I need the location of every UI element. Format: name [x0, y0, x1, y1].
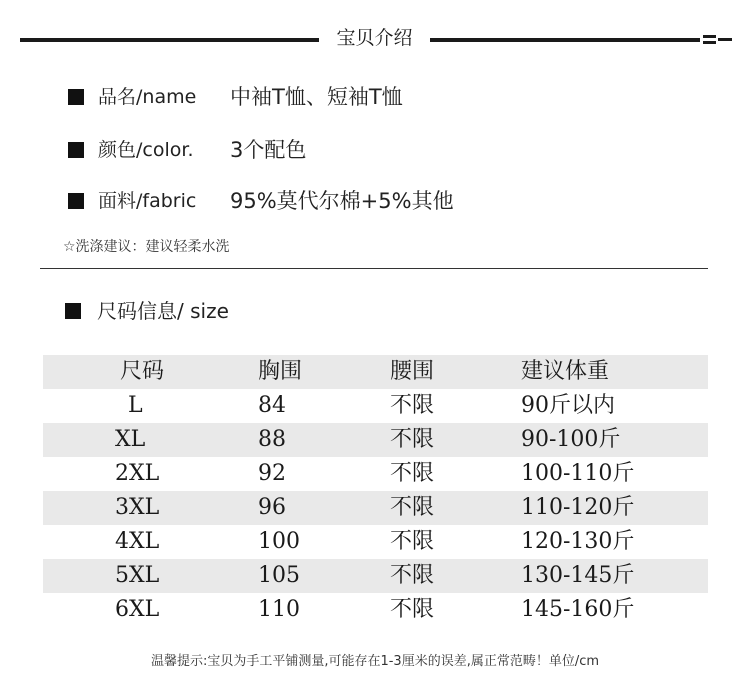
chest-cell: 110	[258, 597, 300, 622]
waist-cell: 不限	[390, 461, 435, 486]
footer-note: 温馨提示:宝贝为手工平铺测量,可能存在1-3厘米的误差,属正常范畴！单位/cm	[150, 654, 600, 669]
waist-cell: 不限	[390, 563, 435, 588]
size-cell: XL	[115, 427, 146, 452]
header-line-right	[430, 38, 700, 42]
bullet-square-icon	[68, 193, 84, 209]
size-cell: 5XL	[115, 563, 160, 588]
info-label: 颜色/color.	[98, 139, 194, 161]
info-value: 3个配色	[230, 138, 307, 162]
size-cell: L	[128, 393, 143, 418]
table-row	[43, 457, 708, 491]
chest-cell: 96	[258, 495, 286, 520]
info-value: 中袖T恤、短袖T恤	[230, 85, 403, 109]
size-section-title: 尺码信息/ size	[97, 299, 229, 323]
weight-cell: 90斤以内	[521, 393, 615, 418]
chest-cell: 105	[258, 563, 300, 588]
weight-cell: 120-130斤	[521, 529, 635, 554]
info-value: 95%莫代尔棉+5%其他	[230, 189, 454, 213]
weight-cell: 100-110斤	[521, 461, 635, 486]
waist-cell: 不限	[390, 393, 435, 418]
size-cell: 3XL	[115, 495, 160, 520]
header-dash	[718, 38, 732, 41]
size-cell: 6XL	[115, 597, 160, 622]
weight-cell: 145-160斤	[521, 597, 635, 622]
info-label: 品名/name	[98, 86, 197, 108]
column-header: 尺码	[120, 359, 165, 384]
chest-cell: 100	[258, 529, 300, 554]
waist-cell: 不限	[390, 427, 435, 452]
weight-cell: 110-120斤	[521, 495, 635, 520]
table-row	[43, 525, 708, 559]
waist-cell: 不限	[390, 495, 435, 520]
bullet-square-icon	[68, 142, 84, 158]
column-header: 建议体重	[521, 359, 610, 384]
info-label: 面料/fabric	[98, 190, 197, 212]
size-cell: 4XL	[115, 529, 160, 554]
section-title: 宝贝介绍	[336, 27, 413, 49]
table-row	[43, 423, 708, 457]
size-table	[43, 355, 708, 627]
column-header: 腰围	[390, 359, 435, 384]
chest-cell: 92	[258, 461, 286, 486]
weight-cell: 90-100斤	[521, 427, 621, 452]
table-row	[43, 559, 708, 593]
chest-cell: 88	[258, 427, 286, 452]
table-header-row	[43, 355, 708, 389]
divider	[40, 268, 708, 269]
size-cell: 2XL	[115, 461, 160, 486]
header-dash	[703, 41, 716, 44]
bullet-square-icon	[68, 89, 84, 105]
chest-cell: 84	[258, 393, 286, 418]
table-row	[43, 491, 708, 525]
header-dash	[703, 35, 716, 38]
wash-note: ☆洗涤建议：建议轻柔水洗	[63, 239, 230, 255]
waist-cell: 不限	[390, 597, 435, 622]
weight-cell: 130-145斤	[521, 563, 635, 588]
header-line-left	[20, 38, 319, 42]
bullet-square-icon	[65, 303, 81, 319]
table-row	[43, 389, 708, 423]
table-row	[43, 593, 708, 627]
column-header: 胸围	[258, 359, 303, 384]
waist-cell: 不限	[390, 529, 435, 554]
